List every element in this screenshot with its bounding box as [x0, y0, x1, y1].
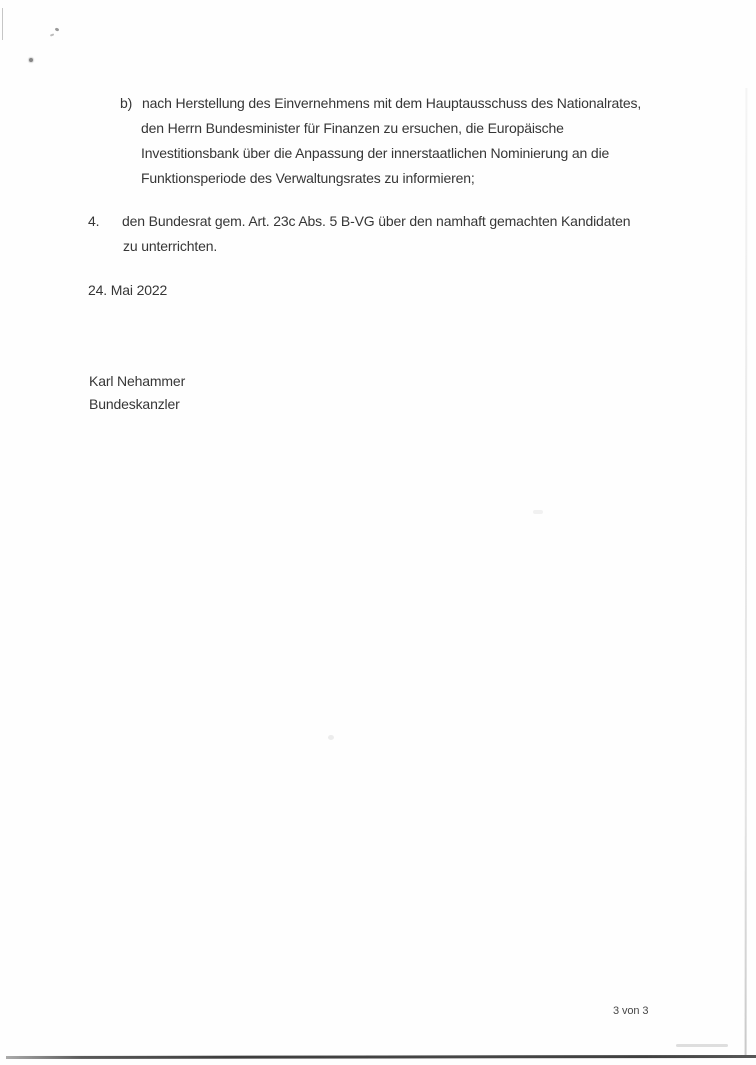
scan-artifact-speck-left — [29, 58, 33, 62]
scan-artifact-bottom-edge-line — [6, 1055, 756, 1059]
list-item-4-line: zu unterrichten. — [123, 238, 218, 254]
list-item-b-line: Investitionsbank über die Anpassung der innerstaatlichen Nominierung an die — [141, 145, 610, 161]
page-indicator: 3 von 3 — [613, 1005, 649, 1017]
signatory-name: Karl Nehammer — [89, 373, 186, 389]
list-item-4-marker: 4. — [88, 213, 100, 229]
signatory-title: Bundeskanzler — [89, 396, 180, 412]
scan-artifact-left-edge-line — [2, 8, 3, 40]
list-item-4-line: den Bundesrat gem. Art. 23c Abs. 5 B-VG über den namhaft gemachten Kandidaten — [122, 213, 631, 229]
list-item-b-line: nach Herstellung des Einvernehmens mit dem Hauptausschuss des Nationalrates, — [142, 95, 642, 111]
list-item-b-line: Funktionsperiode des Verwaltungsrates zu informieren; — [141, 170, 475, 186]
scan-artifact-smudge-middle — [533, 510, 543, 514]
scan-artifact-smudge-lower — [328, 735, 334, 740]
document-date: 24. Mai 2022 — [88, 282, 168, 298]
list-item-b-line: den Herrn Bundesminister für Finanzen zu ersuchen, die Europäische — [141, 120, 564, 136]
list-item-b-marker: b) — [120, 95, 133, 111]
scan-artifact-speck-top-tail — [50, 33, 54, 36]
scan-artifact-smudge-bottom — [676, 1044, 728, 1047]
scan-artifact-paper-right-edge — [745, 88, 747, 1056]
scan-artifact-speck-top — [55, 27, 60, 31]
